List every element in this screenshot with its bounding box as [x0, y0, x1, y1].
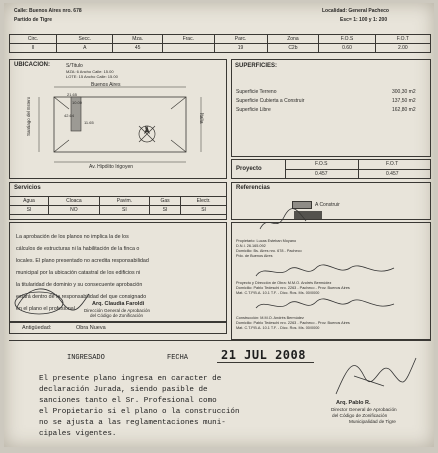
catastro-h-mza: Mza. [113, 35, 162, 44]
firma-line: Propietario: Lucas Esteban Moyano [236, 239, 297, 243]
servicio-v-electr: SI [181, 206, 227, 215]
catastro-h-fos: F.O.S [319, 35, 375, 44]
ingreso-signer-title-1: Director General de Aprobación [331, 407, 397, 412]
servicios-value-row [10, 206, 227, 215]
servicio-h-gas: Gas [149, 197, 180, 206]
catastro-v-zona: C2b [267, 44, 319, 53]
firma-proyecto [236, 281, 350, 296]
sup-cubierta-value: 137,50 m2 [392, 98, 416, 104]
localidad: Localidad: General Pacheco [322, 8, 389, 14]
catastro-table [9, 34, 431, 53]
ochava-line [171, 140, 186, 152]
ingreso-signer-title-2: del Código de Zonificación [332, 413, 388, 418]
aprobacion-line: en el plano el profesional. [16, 306, 77, 312]
fecha-stamp: 21 JUL 2008 [221, 348, 306, 362]
escala: Esc= 1: 100 y 1: 200 [340, 17, 388, 23]
calle-label: Calle: [14, 8, 28, 14]
sup-libre-value: 162,80 m2 [392, 107, 416, 113]
catastro-h-circ: Circ. [10, 35, 57, 44]
legend-label: A Construir [315, 202, 340, 208]
aprobacion-signer-name: Arq. Claudia Faroldi [92, 301, 145, 307]
catastro-v-circ: II [10, 44, 57, 53]
sup-terreno-value: 300,30 m2 [392, 89, 416, 95]
catastro-h-fot: F.O.T [375, 35, 430, 44]
plano-documento [4, 3, 434, 447]
catastro-v-parc: 19 [214, 44, 267, 53]
ingreso-line: El presente plano ingresa en caracter de [39, 375, 222, 383]
servicios-table [9, 196, 227, 215]
proyecto-label: Proyecto [236, 166, 262, 172]
firma-line: Domicilio: Bs. Aires nro. 678 - Pacheco [236, 249, 302, 253]
servicio-h-pavim: Pavim. [99, 197, 149, 206]
sup-cubierta-label: Superficie Cubierta a Construir [236, 98, 305, 104]
north-label: N [145, 125, 148, 130]
catastro-v-fot: 2.00 [375, 44, 430, 53]
dim-3: 42.64 [64, 113, 75, 118]
ubicacion-title: UBICACION: [14, 62, 50, 68]
street-right: Italia [198, 113, 204, 124]
catastro-h-zona: Zona [267, 35, 319, 44]
firma-construccion [236, 316, 350, 331]
servicios-title: Servicios [14, 185, 41, 191]
proyecto-fot-header: F.O.T [386, 161, 399, 167]
lot-line-2: LOTE: 15 Ancho Calle: 15.00 [66, 74, 118, 79]
servicios-header-row [10, 197, 227, 206]
ingreso-line: sanciones tanto el Sr. Profesional como [39, 397, 217, 405]
firma-line: D.N.I. 26.165.092 [236, 244, 266, 248]
firma-propietario-signature [254, 207, 324, 237]
servicio-h-cloaca: Cloaca [48, 197, 99, 206]
proyecto-divider [285, 169, 431, 170]
servicio-h-agua: Agua [10, 197, 49, 206]
firma-line: Construcción: M.M.O. Andrés Bermúdez [236, 316, 304, 320]
firma-construccion-signature [254, 296, 404, 316]
ingreso-text [39, 374, 240, 440]
firma-line: Domicilio: Pablo Tedeschi nro. 2263 - Pacheco - Prov. Buenos Aires [236, 286, 350, 290]
servicio-v-cloaca: NO [48, 206, 99, 215]
catastro-value-row [10, 44, 431, 53]
catastro-v-frac [162, 44, 214, 53]
dim-4: 11.65 [84, 120, 94, 125]
antiguedad-label: Antigüedad: [22, 325, 52, 331]
partido: Partido de Tigre [14, 17, 52, 23]
street-left: Santiago del Estero [26, 96, 31, 136]
proyecto-fos-value: 0.457 [315, 171, 328, 177]
lot-line-1: MZA: 6 Ancho Calle: 15.00 [66, 69, 114, 74]
firma-proyecto-signature [254, 262, 404, 282]
ingreso-line: declaración Jurada, siendo pasible de [39, 386, 208, 394]
street-bottom: Av. Hipólito Irigoyen [89, 164, 134, 170]
ingreso-signer-title-3: Municipalidad de Tigre [349, 419, 396, 424]
fecha-underline [217, 362, 314, 363]
catastro-header-row [10, 35, 431, 44]
aprobacion-line: La aprobación de los planos no implica la de los [16, 234, 129, 240]
lot-ref: S/Titulo [66, 63, 83, 69]
catastro-h-frac: Frac. [162, 35, 214, 44]
calle-line [14, 8, 82, 14]
aprobacion-line: cálculos de estructuras ni la habilitación de la finca o [16, 246, 140, 252]
ingreso-line: no se ajusta a las reglamentaciones muni- [39, 419, 226, 427]
ochava-line [54, 97, 69, 109]
ubicacion-map [9, 59, 227, 179]
superficies-title: SUPERFICIES: [235, 63, 278, 69]
ingreso-signer-name: Arq. Pablo R. [336, 400, 371, 406]
aprobacion-signer-title-2: del Código de Zonificación [90, 313, 144, 318]
catastro-v-mza: 45 [113, 44, 162, 53]
antiguedad-value: Obra Nueva [76, 325, 106, 331]
catastro-v-fos: 0.60 [319, 44, 375, 53]
proyecto-fos-header: F.O.S [315, 161, 328, 167]
catastro-h-parc: Parc. [214, 35, 267, 44]
street-top: Buenos Aires [91, 82, 121, 88]
catastro-h-secc: Secc. [57, 35, 113, 44]
sup-terreno-label: Superficie Terreno [236, 89, 277, 95]
catastro-v-secc: A [57, 44, 113, 53]
section-divider [9, 340, 431, 341]
servicio-v-agua: SI [10, 206, 49, 215]
ingreso-line: el Propietario si el plano o la construcción [39, 408, 240, 416]
ingreso-line: cipales vigentes. [39, 430, 117, 438]
servicio-v-gas: SI [149, 206, 180, 215]
firma-line: Pdo. de Buenos Aires [236, 254, 273, 258]
ochava-line [54, 140, 69, 152]
referencias-title: Referencias [236, 185, 271, 191]
sup-libre-label: Superficie Libre [236, 107, 271, 113]
ingreso-signature [324, 346, 424, 401]
aprobacion-line: locales. El plano presentado no acredita responsabilidad [16, 258, 149, 264]
proyecto-fot-value: 0.457 [386, 171, 399, 177]
ingresado-label: INGRESADO [67, 354, 105, 362]
servicio-h-electr: Electr. [181, 197, 227, 206]
calle-value: Buenos Aires nro. 678 [29, 8, 82, 14]
dim-1: 21.65 [67, 92, 78, 97]
dim-2: 10.00 [72, 100, 83, 105]
servicio-v-pavim: SI [99, 206, 149, 215]
ochava-line [171, 97, 186, 109]
aprobacion-line: municipal por la ubicación catastral de los edificios ni [16, 270, 141, 276]
aprobacion-line: la titularidad de dominio y su consecuente aprobación [16, 282, 143, 288]
fecha-label: FECHA [167, 354, 189, 362]
firma-line: Domicilio: Pablo Tedeschi nro. 2263 - Pacheco - Prov. Buenos Aires [236, 321, 350, 325]
firma-line: Mat. C.T.P.B.A. 10.1 T.F. - Dicc. Ros. Ms. 00/0000 [236, 291, 320, 295]
firma-line: Mat. C.T.P.B.A. 10.1 T.F. - Dicc. Ros. Ms. 00/0000 [236, 326, 320, 330]
firma-line: Proyecto y Dirección de Obra: M.M.O. Andrés Bermúdez [236, 281, 332, 285]
firma-propietario [236, 239, 302, 259]
aprobacion-line: estará dentro de la responsabilidad del que consignado [16, 294, 147, 300]
aprobacion-signer-title-1: Dirección General de Aprobación [84, 308, 151, 313]
